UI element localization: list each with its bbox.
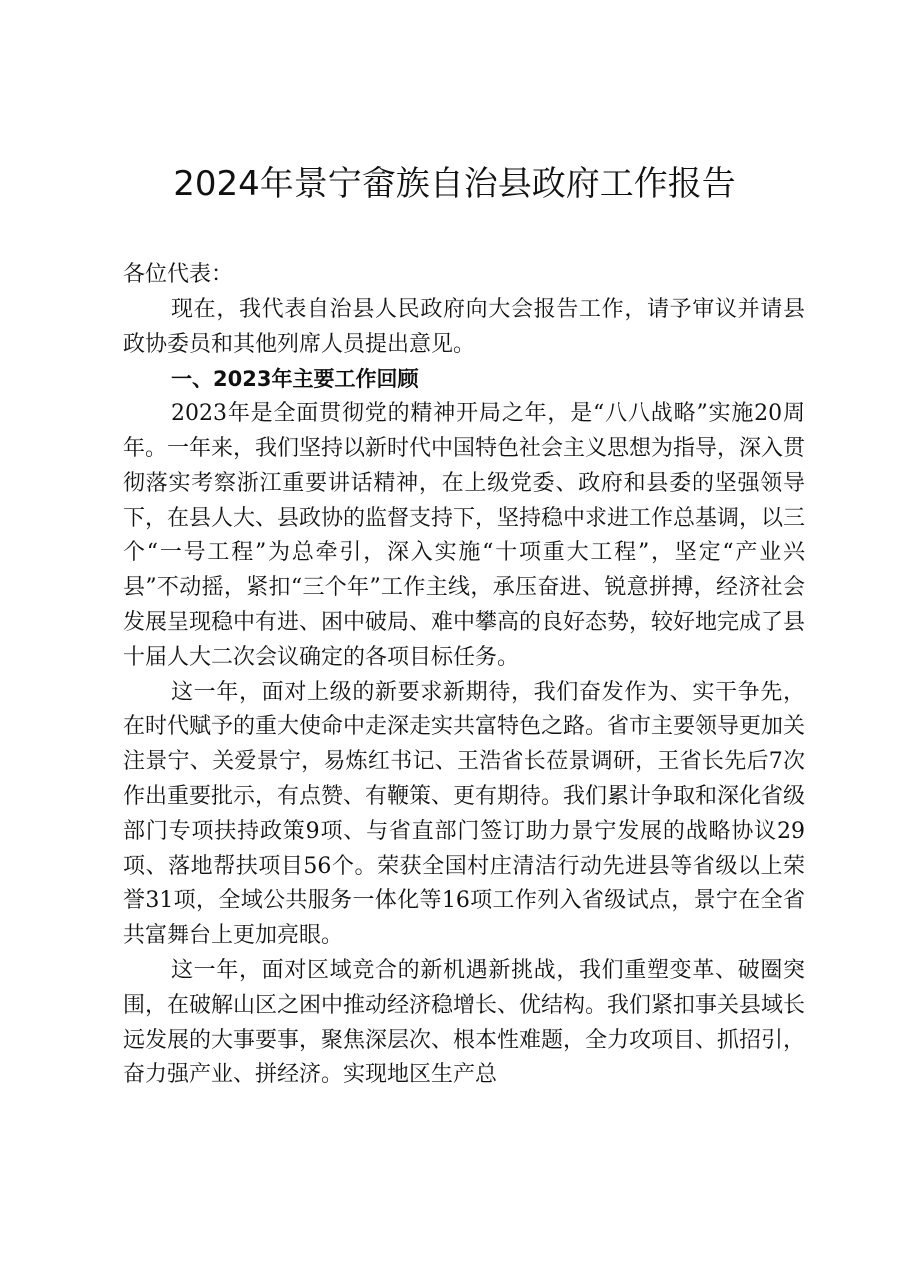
paragraph-regional-competition: 这一年，面对区域竞合的新机遇新挑战，我们重塑变革、破圈突围，在破解山区之困中推动经济稳增长、优结构。我们紧扣事关县域长远发展的大事要事，聚焦深层次、根本性难题，全力攻项目、抓招引，奋力强产业、拼经济。实现地区生产总 <box>123 957 806 1088</box>
document-body <box>123 258 805 1093</box>
paragraph-overview: 2023年是全面贯彻党的精神开局之年，是“八八战略”实施20周年。一年来，我们坚持以新时代中国特色社会主义思想为指导，深入贯彻落实考察浙江重要讲话精神，在上级党委、政府和县委的坚强领导下，在县人大、县政协的监督支持下，坚持稳中求进工作总基调，以三个“一号工程”为总牵引，深入实施“十项重大工程”，坚定“产业兴县”不动摇，紧扣“三个年”工作主线，承压奋进、锐意拼搏，经济社会发展呈现稳中有进、困中破局、难中攀高的良好态势，较好地完成了县十届人大二次会议确定的各项目标任务。 <box>123 401 806 670</box>
paragraph-intro: 现在，我代表自治县人民政府向大会报告工作，请予审议并请县政协委员和其他列席人员提出意见。 <box>123 296 805 357</box>
document-title: 2024年景宁畲族自治县政府工作报告 <box>173 164 736 204</box>
section-heading: 一、2023年主要工作回顾 <box>171 367 419 392</box>
salutation: 各位代表： <box>123 262 234 287</box>
paragraph-new-requirements: 这一年，面对上级的新要求新期待，我们奋发作为、实干争先，在时代赋予的重大使命中走深走实共富特色之路。省市主要领导更加关注景宁、关爱景宁，易炼红书记、王浩省长莅景调研，王省长先后7次作出重要批示，有点赞、有鞭策、更有期待。我们累计争取和深化省级部门专项扶持政策9项、与省直部门签订助力景宁发展的战略协议29项、落地帮扶项目56个。荣获全国村庄清洁行动先进县等省级以上荣誉31项，全域公共服务一体化等16项工作列入省级试点，景宁在全省共富舞台上更加亮眼。 <box>123 679 806 949</box>
